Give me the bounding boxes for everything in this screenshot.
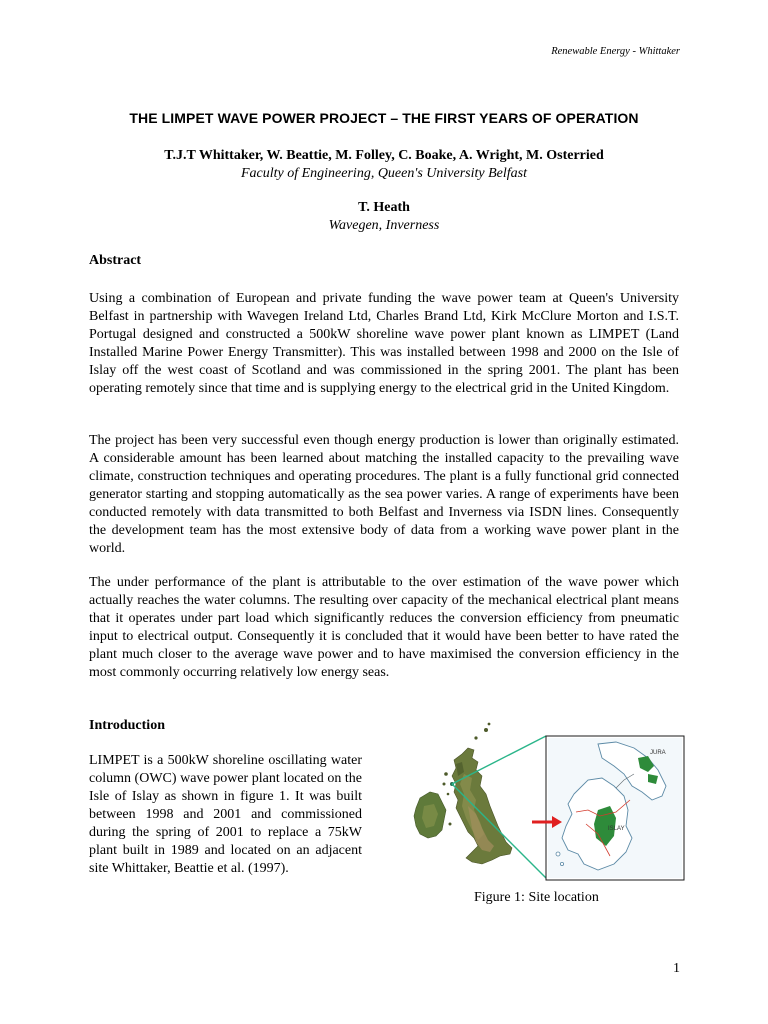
inset-label-islay: ISLAY <box>608 826 625 832</box>
abstract-paragraph: The under performance of the plant is attributable to the over estimation of the wave power which actually reaches the water columns. The resulting over capacity of the mechanical electrical plant means that it operates under part load which significantly reduces the conversion efficiency from pneumatic input to electrical output. Consequently it is concluded that it would have been better to have rated the plant much closer to the average wave power and to have maximised the conversion efficiency in the most commonly occurring relatively low energy seas. <box>89 575 679 680</box>
running-head: Renewable Energy - Whittaker <box>551 46 680 57</box>
british-isles-map <box>414 723 512 864</box>
author-affiliation: Faculty of Engineering, Queen's University Belfast <box>240 166 528 181</box>
site-location-map <box>402 714 686 884</box>
author-names: T. Heath <box>358 200 410 215</box>
introduction-paragraph: LIMPET is a 500kW shoreline oscillating water column (OWC) wave power plant located on the Isle of Islay as shown in figure 1. It was built between 1998 and 2001 and commissioned during the spring of 2001 to replace a 75kW plant built in 1989 and located on an adjacent site Whittaker, Beattie et al. (1997). <box>89 753 362 876</box>
author-block-1 <box>0 147 768 183</box>
site-location-figure <box>402 714 686 884</box>
abstract-paragraph: The project has been very successful even though energy production is lower than originally estimated. A considerable amount has been learned about matching the installed capacity to the prevailing wave climate, construction techniques and operating procedures. The plant is a fully functional grid connected generator starting and stopping automatically as the sea power varies. A range of experiments have been conducted remotely with data transmitted to both Belfast and Inverness via ISDN lines. Consequently the development team has the most extensive body of data from a working wave power plant in the world. <box>89 433 679 556</box>
author-block-2 <box>0 199 768 235</box>
figure-caption: Figure 1: Site location <box>474 890 599 905</box>
zoom-line-bottom <box>452 784 546 878</box>
abstract-heading: Abstract <box>89 253 142 268</box>
author-affiliation: Wavegen, Inverness <box>328 218 440 233</box>
paper-title: THE LIMPET WAVE POWER PROJECT – THE FIRST YEARS OF OPERATION <box>129 110 639 126</box>
abstract-paragraph: Using a combination of European and private funding the wave power team at Queen's University Belfast in partnership with Wavegen Ireland Ltd, Charles Brand Ltd, Kirk McClure Morton and I.S.T. Portugal designed and constructed a 500kW shoreline wave power plant known as LIMPET (Land Installed Marine Power Energy Transmitter). This was installed between 1998 and 2000 on the Isle of Islay off the west coast of Scotland and was commissioned in the spring 2001. The plant has been operating remotely since that time and is supplying energy to the electrical grid in the United Kingdom. <box>89 291 679 396</box>
author-names: T.J.T Whittaker, W. Beattie, M. Folley, C. Boake, A. Wright, M. Osterried <box>164 148 604 163</box>
inset-label-jura: JURA <box>650 750 666 756</box>
inset-map-islay-jura <box>546 736 684 880</box>
page-number: 1 <box>673 961 680 976</box>
introduction-heading: Introduction <box>89 718 165 733</box>
